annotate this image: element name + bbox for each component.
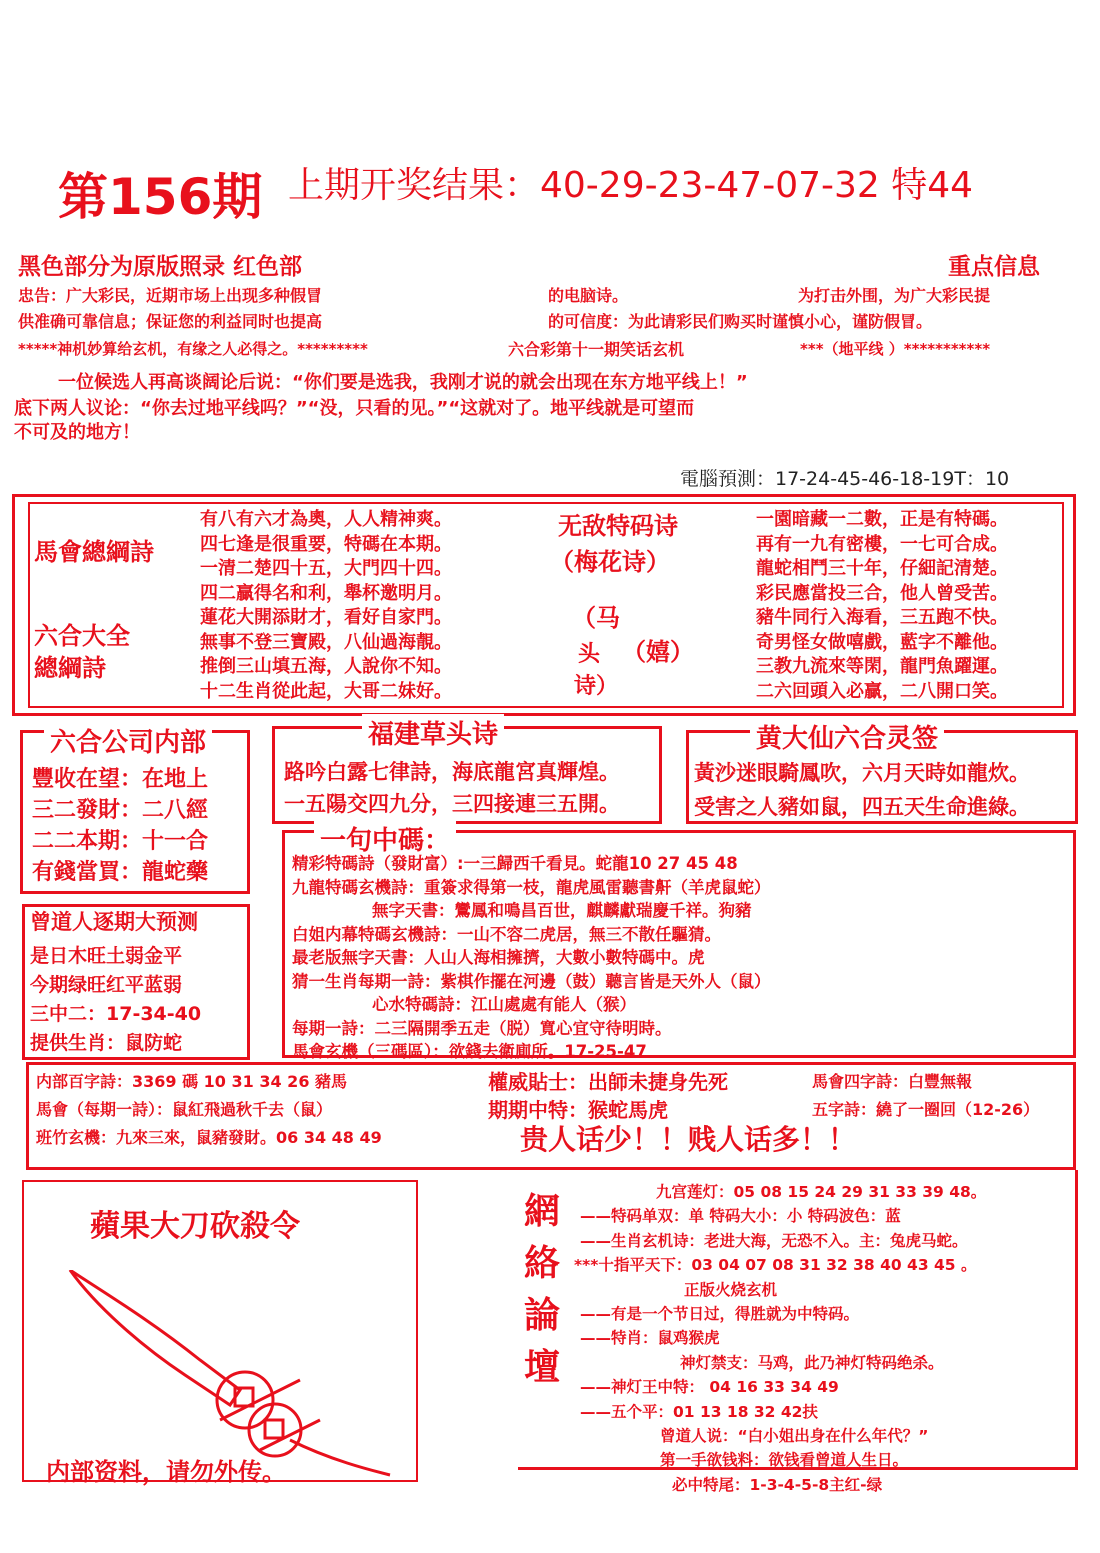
forum-title-char: 絡 [524, 1243, 561, 1284]
one-sentence-line: 白姐内幕特碼玄機詩：一山不容二虎居，無三不散任驅猜。 [292, 924, 721, 944]
poem-mid-label-6: 诗） [574, 674, 619, 699]
fujian-lines [284, 756, 620, 820]
stars-mid: 六合彩第十一期笑话玄机 [508, 340, 685, 359]
poem-left-line: 四七逢是很重要，特碼在本期。 [200, 533, 452, 555]
poem-right-lines [756, 508, 1008, 704]
strip-right-2: 五字詩：繞了一圈回（12-26） [812, 1100, 1040, 1119]
poem-right-line: 奇男怪女做嘻戲，藍字不離他。 [756, 631, 1008, 653]
poem-left-label-2a: 六合大全 [34, 622, 130, 650]
forum-line: 必中特尾：1-3-4-5-8主红-绿 [672, 1475, 883, 1494]
poem-right-line: 龍蛇相鬥三十年，仔細記清楚。 [756, 558, 1008, 579]
strip-right-1: 馬會四字詩：白豐無報 [812, 1072, 973, 1091]
daoist-lines [30, 942, 201, 1058]
forum-line: ——生肖玄机诗：老进大海，无恐不入。主：兔虎马蛇。 [580, 1231, 968, 1250]
forum-lines [574, 1180, 987, 1497]
notice-right-1: 为打击外围，为广大彩民提 [798, 286, 991, 305]
poem-mid-label-2: （梅花诗） [550, 548, 670, 576]
poem-left-line: 推倒三山填五海，人說你不知。 [200, 656, 452, 677]
forum-title-char: 網 [524, 1191, 561, 1232]
forum-line: ——特码单双：单 特码大小：小 特码波色：蓝 [580, 1207, 901, 1226]
poem-left-lines [200, 508, 452, 704]
one-sentence-line: 每期一詩：二三隔開季五走（脱）寬心宜守待明時。 [292, 1018, 672, 1038]
huang-line: 受害之人豬如鼠，四五天生命進綠。 [694, 795, 1030, 819]
forum-line: 第一手欲钱料：欲钱看曾道人生日。 [660, 1451, 909, 1470]
computer-prediction: 電腦預測：17-24-45-46-18-19T：10 [680, 468, 1010, 490]
poem-mid-label-1: 无敌特码诗 [558, 512, 678, 540]
one-sentence-line: 最老版無字天書：人山人海相擁擠，大數小數特碼中。虎 [292, 948, 705, 967]
poem-mid-label-5: （嬉） [622, 638, 694, 666]
issue-number: 第156期 [58, 168, 263, 226]
joke-line-3: 不可及的地方！ [14, 422, 140, 443]
company-line: 有錢當買：龍蛇藥 [32, 860, 209, 885]
poem-right-line: 一園暗藏一二數，正是有特碼。 [756, 509, 1008, 530]
strip-mid-1: 權威貼士：出師未捷身先死 [488, 1070, 728, 1094]
poem-mid-label-3: （马 [572, 604, 620, 632]
forum-title-char: 壇 [524, 1347, 561, 1388]
forum-line: 正版火烧玄机 [684, 1280, 778, 1299]
poem-right-line: 再有一九有密樓，一七可合成。 [756, 533, 1008, 555]
huang-box-title: 黄大仙六合灵签 [750, 718, 944, 755]
joke-line-1: 一位候选人再高谈阔论后说：“你们要是选我，我刚才说的就会出现在东方地平线上！” [58, 372, 748, 393]
forum-line: 九宫莲灯：05 08 15 24 29 31 33 39 48。 [656, 1183, 987, 1201]
apple-footer: 内部资料，请勿外传。 [46, 1458, 286, 1486]
poem-left-line: 一清二楚四十五，大門四十四。 [200, 558, 452, 579]
forum-line: ——特肖：鼠鸡猴虎 [580, 1329, 720, 1348]
forum-line: 曾道人说：“白小姐出身在什么年代？” [660, 1427, 929, 1446]
poem-left-line: 無事不登三寶殿，八仙過海靚。 [200, 631, 452, 653]
strip-left-1: 内部百字詩：3369 碼 10 31 34 26 豬馬 [36, 1072, 348, 1091]
forum-line: ——五个平：01 13 18 32 42扶 [580, 1402, 818, 1421]
forum-title-char: 論 [524, 1295, 561, 1336]
strip-slogan: 贵人话少！！贱人话多！！ [520, 1123, 857, 1156]
strip-left-3: 班竹玄機：九來三來，鼠豬發財。06 34 48 49 [36, 1128, 382, 1147]
one-sentence-lines [292, 852, 771, 1064]
one-sentence-line: 馬會玄機（三碼區）：欲錢去衛廁所。17-25-47 [292, 1042, 647, 1061]
one-sentence-line: 猜一生肖每期一詩：紫棋作擺在河邊（鼓）聽言皆是天外人（鼠） [292, 971, 771, 991]
one-sentence-line: 九龍特碼玄機詩：重簽求得第一枝，龍虎風雷聽書鼾（羊虎鼠蛇） [292, 877, 771, 897]
poem-left-line: 四二贏得名和利，舉杯邀明月。 [200, 582, 452, 604]
forum-line: 神灯禁支：马鸡，此乃神灯特码绝杀。 [680, 1353, 944, 1372]
intro-right-title: 重点信息 [948, 254, 1040, 280]
huang-lines [694, 756, 1030, 824]
forum-line: ——有是一个节日过，得胜就为中特码。 [580, 1305, 860, 1324]
fujian-box-title: 福建草头诗 [362, 714, 504, 751]
company-box-title: 六合公司内部 [44, 722, 212, 759]
stars-left: *****神机妙算给玄机，有缘之人必得之。********* [18, 340, 368, 358]
notice-left-2: 供准确可靠信息；保证您的利益同时也提高 [18, 312, 323, 331]
poem-right-line: 二六回頭入必贏，二八開口笑。 [756, 680, 1008, 702]
daoist-line: 三中二：17-34-40 [30, 1003, 202, 1025]
daoist-title: 曾道人逐期大预测 [30, 910, 198, 934]
apple-title: 蘋果大刀砍殺令 [90, 1209, 300, 1244]
poem-left-line: 蓮花大開添財才，看好自家門。 [200, 607, 452, 628]
joke-line-2: 底下两人议论：“你去过地平线吗？”“没，只看的见。”“这就对了。地平线就是可望而 [14, 398, 695, 419]
strip-left-2: 馬會（每期一詩）：鼠紅飛過秋千去（鼠） [36, 1100, 333, 1119]
poem-right-line: 彩民應當投三合，他人曾受苦。 [756, 582, 1008, 604]
poem-left-line: 有八有六才為奧，人人精神爽。 [200, 509, 452, 530]
notice-left-1: 忠告：广大彩民，近期市场上出现多种假冒 [18, 286, 323, 305]
one-sentence-line: 無字天書：鸞鳳和鳴昌百世，麒麟獻瑞慶千祥。狗豬 [372, 901, 752, 920]
company-line: 二二本期：十一合 [32, 829, 209, 854]
notice-mid-1: 的电脑诗。 [548, 286, 629, 305]
forum-line: ——神灯王中特： 04 16 33 34 49 [580, 1378, 839, 1397]
poem-right-line: 三教九流來等閑，龍門魚躍運。 [756, 656, 1008, 677]
one-sentence-title: 一句中碼： [314, 820, 456, 857]
poem-left-label-1: 馬會總綱詩 [34, 538, 154, 566]
company-line: 三二發財：二八經 [32, 798, 209, 823]
poem-left-line: 十二生肖從此起，大哥二妹好。 [200, 680, 452, 702]
daoist-line: 是日木旺土弱金平 [30, 945, 183, 967]
stars-right: ***（地平线 ）*********** [800, 340, 991, 358]
sword-icon [60, 1270, 410, 1480]
poem-left-label-2b: 總綱詩 [34, 654, 106, 682]
one-sentence-line: 心水特碼詩：江山處處有能人（猴） [372, 995, 636, 1014]
poem-right-line: 豬牛同行入海看，三五跑不快。 [756, 607, 1008, 628]
notice-right-2: 的可信度：为此请彩民们购买时谨慎小心，谨防假冒。 [548, 312, 933, 331]
last-result: 上期开奖结果：40-29-23-47-07-32 特44 [288, 165, 974, 206]
huang-line: 黃沙迷眼騎鳳吹，六月天時如龍炊。 [694, 761, 1030, 785]
forum-vertical-title [524, 1186, 560, 1394]
forum-line: ***十指平天下：03 04 07 08 31 32 38 40 43 45 。 [574, 1256, 977, 1275]
company-lines [32, 764, 208, 888]
daoist-line: 提供生肖：鼠防蛇 [30, 1032, 183, 1054]
strip-mid-2: 期期中特：猴蛇馬虎 [488, 1098, 668, 1122]
fujian-line: 路吟白露七律詩，海底龍宮真輝煌。 [284, 760, 620, 784]
poem-mid-label-4: 头 [578, 642, 601, 667]
company-line: 豐收在望：在地上 [32, 767, 209, 792]
one-sentence-line: 精彩特碼詩（發財富）:一三歸西千看見。蛇龍10 27 45 48 [292, 854, 738, 873]
daoist-line: 今期绿旺红平蓝弱 [30, 974, 183, 996]
intro-left-title: 黑色部分为原版照录 红色部 [18, 254, 303, 280]
fujian-line: 一五陽交四九分，三四接連三五開。 [284, 792, 620, 816]
